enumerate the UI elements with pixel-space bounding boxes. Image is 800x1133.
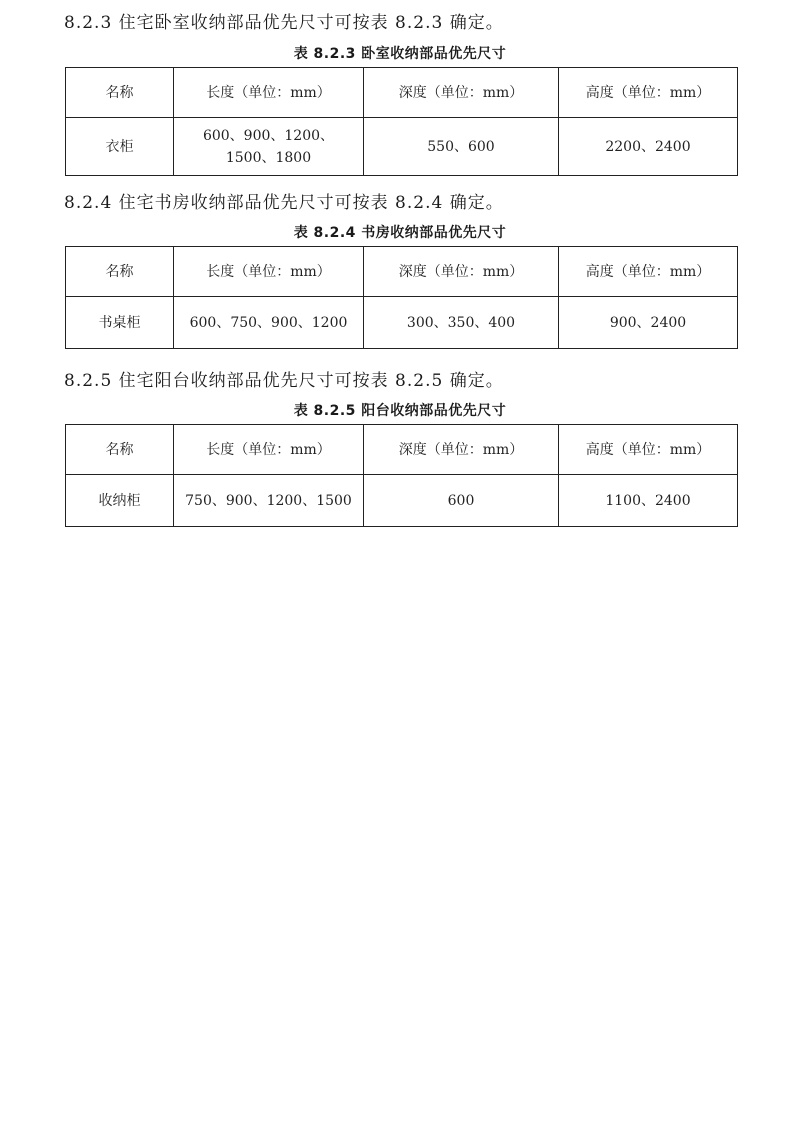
- study-storage-table: [65, 246, 738, 349]
- cell-name: 书桌柜: [66, 297, 174, 349]
- table-row: [66, 118, 738, 176]
- header-name: 名称: [66, 425, 174, 475]
- header-height: 高度（单位：mm）: [559, 68, 738, 118]
- table-header-row: [66, 425, 738, 475]
- cell-length: 600、750、900、1200: [174, 297, 364, 349]
- header-height: 高度（单位：mm）: [559, 425, 738, 475]
- cell-name: 衣柜: [66, 118, 174, 176]
- header-depth: 深度（单位：mm）: [364, 68, 559, 118]
- cell-height: 1100、2400: [559, 475, 738, 527]
- header-length: 长度（单位：mm）: [174, 247, 364, 297]
- table-caption: 表 8.2.5 阳台收纳部品优先尺寸: [293, 403, 507, 419]
- cell-height: 2200、2400: [559, 118, 738, 176]
- table-caption: 表 8.2.4 书房收纳部品优先尺寸: [293, 225, 507, 241]
- clause-text: 8.2.3 住宅卧室收纳部品优先尺寸可按表 8.2.3 确定。: [64, 13, 504, 33]
- clause-text: 8.2.5 住宅阳台收纳部品优先尺寸可按表 8.2.5 确定。: [64, 371, 504, 391]
- table-caption: 表 8.2.3 卧室收纳部品优先尺寸: [293, 46, 507, 62]
- clause-text: 8.2.4 住宅书房收纳部品优先尺寸可按表 8.2.4 确定。: [64, 193, 504, 213]
- balcony-storage-table: [65, 424, 738, 527]
- cell-depth: 300、350、400: [364, 297, 559, 349]
- cell-height: 900、2400: [559, 297, 738, 349]
- bedroom-storage-table: [65, 67, 738, 176]
- table-row: [66, 475, 738, 527]
- header-depth: 深度（单位：mm）: [364, 425, 559, 475]
- cell-length: 600、900、1200、1500、1800: [174, 118, 364, 176]
- header-length: 长度（单位：mm）: [174, 425, 364, 475]
- header-name: 名称: [66, 68, 174, 118]
- header-depth: 深度（单位：mm）: [364, 247, 559, 297]
- header-length: 长度（单位：mm）: [174, 68, 364, 118]
- cell-depth: 550、600: [364, 118, 559, 176]
- table-header-row: [66, 68, 738, 118]
- cell-depth: 600: [364, 475, 559, 527]
- table-row: [66, 297, 738, 349]
- header-height: 高度（单位：mm）: [559, 247, 738, 297]
- table-header-row: [66, 247, 738, 297]
- header-name: 名称: [66, 247, 174, 297]
- cell-name: 收纳柜: [66, 475, 174, 527]
- cell-length: 750、900、1200、1500: [174, 475, 364, 527]
